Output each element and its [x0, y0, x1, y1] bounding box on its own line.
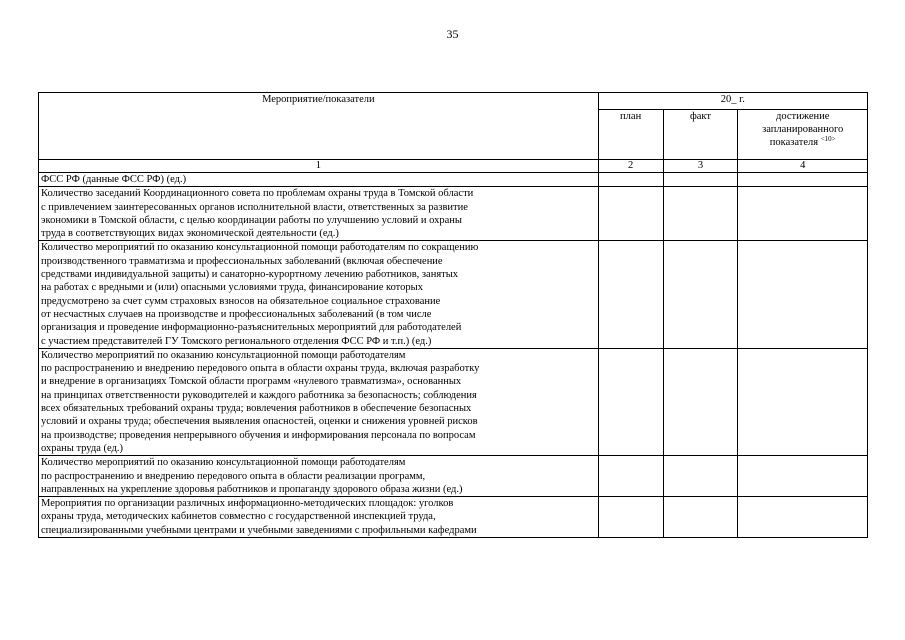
- row-label: Мероприятия по организации различных информационно-методических площадок: уголков охраны труда, методических кабинетов совместно с государственной инспекцией труда, специализированными учебными центрами и учебными заведениями с профильными кафедрами: [39, 497, 599, 538]
- plan-cell: [598, 187, 663, 241]
- achievement-cell: [738, 173, 868, 187]
- footnote-ref: <10>: [820, 135, 836, 144]
- plan-cell: [598, 497, 663, 538]
- achievement-cell: [738, 187, 868, 241]
- table-row: [39, 241, 868, 348]
- column-number: 1: [39, 160, 599, 173]
- achievement-cell: [738, 497, 868, 538]
- column-numbers-row: [39, 160, 868, 173]
- achievement-cell: [738, 241, 868, 348]
- plan-cell: [598, 173, 663, 187]
- header-achievement: [738, 110, 868, 160]
- fact-cell: [663, 173, 738, 187]
- plan-cell: [598, 348, 663, 455]
- indicators-table: [38, 92, 868, 538]
- table-row: [39, 187, 868, 241]
- page-number: 35: [446, 27, 459, 41]
- achievement-cell: [738, 348, 868, 455]
- header-fact: факт: [663, 110, 738, 160]
- row-label: Количество мероприятий по оказанию консультационной помощи работодателям по распространению и внедрению передового опыта в области реализации программ, направленных на укрепление здоровья работников и пропаганду здорового образа жизни (ед.): [39, 456, 599, 497]
- row-label: Количество заседаний Координационного совета по проблемам охраны труда в Томской области с привлечением заинтересованных органов исполнительной власти, ответственных за развитие экономики в Томской области, с целью координации работы по улучшению условий и охраны труда в соответствующих видах экономической деятельности (ед.): [39, 187, 599, 241]
- row-label: Количество мероприятий по оказанию консультационной помощи работодателям по сокращению производственного травматизма и профессиональных заболеваний (включая обеспечение средствами индивидуальной защиты) и санаторно-курортному лечению работников, занятых на работах с вредными и (или) опасными условиями труда, финансирование которых предусмотрено за счет сумм страховых взносов на обязательное социальное страхование от несчастных случаев на производстве и профессиональных заболеваний (в том числе организация и проведение информационно-разъяснительных мероприятий для работодателей с участием представителей ГУ Томского регионального отделения ФСС РФ и т.п.) (ед.): [39, 241, 599, 348]
- achievement-cell: [738, 456, 868, 497]
- header-year: 20_ г.: [598, 93, 867, 110]
- row-label: ФСС РФ (данные ФСС РФ) (ед.): [39, 173, 599, 187]
- plan-cell: [598, 241, 663, 348]
- table-row: [39, 348, 868, 455]
- header-measure: Мероприятие/показатели: [39, 93, 599, 160]
- column-number: 3: [663, 160, 738, 173]
- header-plan: план: [598, 110, 663, 160]
- fact-cell: [663, 456, 738, 497]
- table-row: [39, 497, 868, 538]
- table-row: [39, 456, 868, 497]
- header-achievement-label: достижение запланированного показателя: [762, 111, 844, 149]
- fact-cell: [663, 348, 738, 455]
- column-number: 2: [598, 160, 663, 173]
- fact-cell: [663, 497, 738, 538]
- column-number: 4: [738, 160, 868, 173]
- fact-cell: [663, 241, 738, 348]
- fact-cell: [663, 187, 738, 241]
- table-row: [39, 173, 868, 187]
- row-label: Количество мероприятий по оказанию консультационной помощи работодателям по распространению и внедрению передового опыта в области охраны труда, включая разработку и внедрение в организациях Томской области программ «нулевого травматизма», основанных на принципах ответственности руководителей и каждого работника за безопасность; соблюдения всех обязательных требований охраны труда; вовлечения работников в обеспечение безопасных условий и охраны труда; обеспечения выявления опасностей, оценки и снижения уровней рисков на производстве; проведения непрерывного обучения и информирования персонала по вопросам охраны труда (ед.): [39, 348, 599, 455]
- plan-cell: [598, 456, 663, 497]
